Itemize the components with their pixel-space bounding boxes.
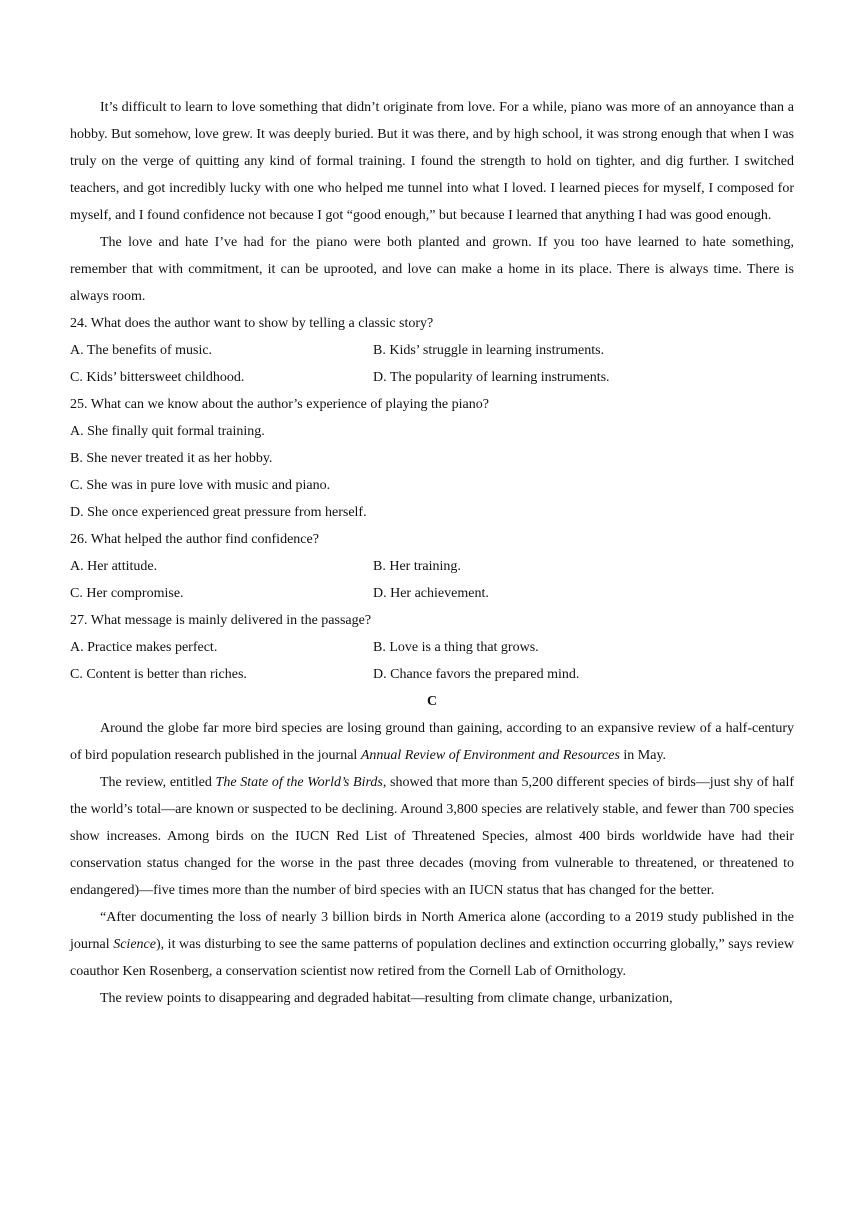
passage-c-paragraph-3: [70, 904, 794, 985]
passage-c-paragraph-4: The review points to disappearing and degraded habitat—resulting from climate change, urbanization,: [100, 991, 673, 1006]
review-title: The State of the World’s Birds: [215, 775, 383, 790]
question-24-options-row-1: [70, 337, 794, 364]
question-25-stem: 25. What can we know about the author’s experience of playing the piano?: [70, 397, 489, 412]
question-25-option-b: B. She never treated it as her hobby.: [70, 451, 273, 466]
question-27-option-d: D. Chance favors the prepared mind.: [373, 667, 580, 682]
question-26-options-row-1: [70, 553, 794, 580]
question-27-stem: 27. What message is mainly delivered in the passage?: [70, 613, 372, 628]
question-27-options-row-1: [70, 634, 794, 661]
journal-name-science: Science: [113, 937, 156, 952]
question-24-options-row-2: [70, 364, 794, 391]
passage-paragraph-2: The love and hate I’ve had for the piano were both planted and grown. If you too have learned to hate something, remember that with commitment, it can be uprooted, and love can make a home in its place. There is always time. There is always room.: [70, 235, 794, 304]
question-27-option-b: B. Love is a thing that grows.: [373, 640, 539, 655]
question-27-options-row-2: [70, 661, 794, 688]
question-26-stem: 26. What helped the author find confidence?: [70, 532, 319, 547]
question-26-option-c: C. Her compromise.: [70, 586, 184, 601]
passage-c-p2-text-a: The review, entitled: [100, 775, 216, 790]
section-letter-c: C: [426, 694, 438, 709]
passage-c-paragraph-2: [70, 769, 794, 904]
question-26-option-a: A. Her attitude.: [70, 559, 158, 574]
question-27-option-c: C. Content is better than riches.: [70, 667, 247, 682]
passage-c-p1-text-a: Around the globe far more bird species are losing ground than gaining, according to an expansive review of a half-century of bird population research published in the journal: [70, 721, 794, 763]
question-26-options-row-2: [70, 580, 794, 607]
question-24-option-b: B. Kids’ struggle in learning instruments.: [373, 343, 605, 358]
question-24-stem: 24. What does the author want to show by telling a classic story?: [70, 316, 434, 331]
question-26-option-b: B. Her training.: [373, 559, 461, 574]
passage-c-p3-text-a: “After documenting the loss of nearly 3 billion birds in North America alone (according to a 2019 study published in the journal: [70, 910, 794, 952]
passage-c-p1-text-b: in May.: [619, 748, 667, 763]
question-24-option-c: C. Kids’ bittersweet childhood.: [70, 370, 245, 385]
question-26-option-d: D. Her achievement.: [373, 586, 489, 601]
question-24-option-a: A. The benefits of music.: [70, 343, 213, 358]
question-25-option-c: C. She was in pure love with music and piano.: [70, 478, 331, 493]
passage-c-p3-text-b: ), it was disturbing to see the same patterns of population declines and extinction occurring globally,” says review coauthor Ken Rosenberg, a conservation scientist now retired from the Cornell Lab of Ornithology.: [70, 937, 795, 979]
question-25-option-d: D. She once experienced great pressure from herself.: [70, 505, 367, 520]
passage-c-p2-text-b: , showed that more than 5,200 different species of birds—just shy of half the world’s total—are known or suspected to be declining. Around 3,800 species are relatively stable, and fewer than 700 species show increases. Among birds on the IUCN Red List of Threatened Species, almost 400 birds worldwide have had their conservation status changed for the worse in the past three decades (moving from vulnerable to threatened, or threatened to endangered)—five times more than the number of bird species with an IUCN status that has changed for the better.: [70, 775, 794, 898]
question-25-option-a: A. She finally quit formal training.: [70, 424, 265, 439]
question-24-option-d: D. The popularity of learning instruments.: [373, 370, 610, 385]
passage-paragraph-1: It’s difficult to learn to love something that didn’t originate from love. For a while, piano was more of an annoyance than a hobby. But somehow, love grew. It was deeply buried. But it was there, and by high school, it was strong enough that when I was truly on the verge of quitting any kind of formal training. I found the strength to hold on tighter, and dig further. I switched teachers, and got incredibly lucky with one who helped me tunnel into what I loved. I learned pieces for myself, I composed for myself, and I found confidence not because I got “good enough,” but because I learned that anything I had was good enough.: [70, 100, 794, 223]
passage-c-paragraph-1: [70, 715, 794, 769]
journal-name-annual-review: Annual Review of Environment and Resources: [360, 748, 620, 763]
question-27-option-a: A. Practice makes perfect.: [70, 640, 218, 655]
